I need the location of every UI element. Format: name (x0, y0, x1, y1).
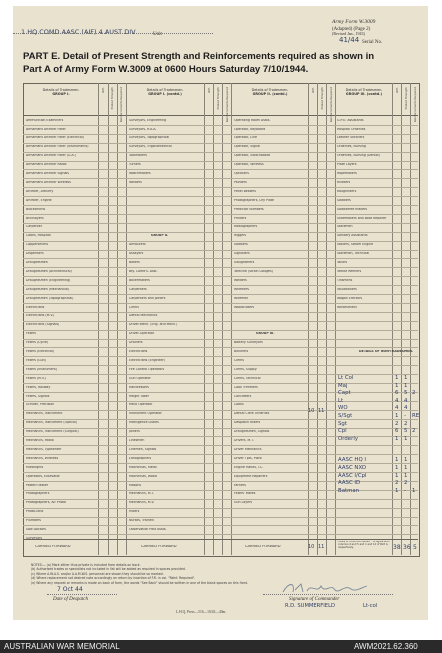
trade-label: Armament Artificer Fitter (Electrical) (26, 136, 84, 140)
trade-label: Tinsmiths (337, 278, 353, 282)
trade-label: Dental Mechanics (129, 314, 158, 318)
trade-label: Gun Operator (129, 376, 151, 380)
row-rule (23, 365, 418, 366)
non-trade-rank-label: AASC I/Cpl (338, 472, 367, 479)
trade-label: Surveyors, Topographical (129, 136, 170, 140)
unit-name: 1 HQ COMD AASC (AIF) 4 AUST DIV (21, 28, 136, 36)
non-trade-posted-value: 5 (404, 390, 408, 397)
row-rule (23, 525, 418, 526)
trade-label: Nurses, Trained (129, 519, 154, 523)
row-rule (23, 508, 418, 509)
trade-label: Operator, Wireless (234, 163, 264, 167)
trade-label: Riggers (234, 234, 247, 238)
subhead-reinf: Reinforcements Required (119, 87, 123, 123)
note-line: (b) Authorised trades or specialists not included in list will be added as required in spaces provided. (31, 567, 186, 572)
trade-label: Leather Stitchers (337, 136, 365, 140)
trade-label: Artificer, Engine (26, 198, 52, 202)
trade-label: Storemen, Technical (337, 252, 370, 256)
trade-label: Assayers (129, 252, 144, 256)
trade-label: Butchers (234, 350, 249, 353)
row-rule (23, 250, 418, 251)
row-rule (23, 258, 418, 259)
trade-label: Engine Hands, I.C. (234, 465, 264, 469)
row-rule (23, 152, 418, 153)
non-trade-reinf-value: 1 (412, 487, 416, 494)
trade-label: Photographers, Air Photo (26, 501, 66, 505)
non-trade-we-value: 2 (395, 480, 399, 487)
trade-label: Instrument Operator (129, 412, 162, 416)
trade-label: Mechanics, M.T. (129, 492, 155, 496)
trade-label: Millers (129, 510, 140, 514)
unit-underline (13, 33, 213, 34)
non-trade-we-value: 4 (395, 405, 399, 412)
trade-label: Sanitary Assistants (337, 234, 368, 238)
subhead-reinf: Reinforcements Required (225, 87, 229, 123)
trade-label: Helio Operator (129, 403, 153, 407)
row-rule (23, 410, 418, 411)
trade-label: Ammunition Examiners (26, 118, 64, 122)
non-trade-posted-value: 2 (404, 420, 408, 427)
trade-label: Drivers, M.T. (234, 439, 254, 442)
trade-label: Operators, Excavator (26, 474, 60, 478)
trade-label: Tailors (337, 261, 348, 264)
non-trade-posted-value: 5 (404, 428, 408, 435)
row-rule (23, 267, 418, 268)
trade-label: Observation Post Assts. (129, 528, 167, 531)
print-info: L.H.Q. Press—516—10/43—40m. (176, 610, 227, 614)
total-reinf-value: 5 (413, 544, 417, 551)
non-trade-we-value: 1 (395, 435, 399, 442)
non-trade-we-value: 1 (395, 457, 399, 464)
non-trade-rank-label: Orderly (338, 435, 359, 442)
unit-label: Unit (153, 32, 162, 37)
non-trade-we-value: 1 (395, 487, 399, 494)
non-trade-rank-label: Batman (338, 487, 360, 494)
trade-label: Fitters (Gun) (26, 358, 46, 362)
trade-label: Dispensers (26, 252, 44, 256)
archive-footer-bar (0, 640, 442, 653)
col3-header: Details of Tradesmen. GROUP II. (contd.) (251, 88, 289, 96)
non-trade-rank-label: AASC ID (338, 480, 361, 487)
row-rule (23, 445, 418, 446)
non-trade-we-value: 6 (395, 390, 399, 397)
row-rule (23, 392, 418, 393)
trade-label: Saddletree makers (337, 207, 368, 211)
trade-label: Valuationers (337, 287, 357, 291)
trade-label: Coppersmiths (26, 243, 49, 247)
non-trade-posted-value: - (404, 487, 406, 494)
trade-label: Machinists, Metal (129, 465, 157, 469)
non-trade-rank-label: AASC HQ I (338, 457, 367, 464)
subhead-we: W.E. (207, 87, 211, 93)
trade-label: Armament Artificer Signals (26, 172, 69, 175)
trade-label: Draughtsmen (Architectural) (26, 269, 72, 273)
trade-label: Bty. Comd's. Asst. (129, 269, 158, 273)
clerks-posted-value: 11 (318, 408, 325, 414)
trade-label: Intelligence Duties (129, 421, 159, 425)
non-trade-reinf-value: 2 (412, 428, 416, 435)
row-rule (23, 214, 418, 215)
non-trade-rank-label: AASC NXO (338, 465, 367, 471)
row-rule (23, 241, 418, 242)
group-heading: GROUP II. (151, 234, 169, 238)
trade-label: Fitters, Railway (26, 385, 51, 389)
row-rule (23, 534, 418, 535)
serial-number: 41/44 (339, 36, 360, 44)
trade-label: Electricians (26, 305, 45, 309)
trade-label: G.P.O. Assistants (337, 118, 364, 122)
trade-label: Cooks (234, 403, 244, 407)
carried-forward-label: CARRIED FORWARD (245, 545, 281, 548)
col1-header: Details of Tradesmen. GROUP I. (42, 88, 80, 96)
trade-label: Armament Artificer Fitter (Instruments) (26, 145, 89, 149)
row-rule (23, 339, 418, 340)
note-line: (c) Where A.W.A.S. and/or A.A.M.W.S. personnel are shown they should be so marked. (31, 571, 164, 576)
trade-label: Wagon Erectors (337, 296, 363, 300)
trade-label: Mechanics, Wireless (26, 456, 59, 460)
non-trade-posted-value: 1 (404, 465, 408, 471)
trade-label: Millwrights (26, 465, 44, 469)
trade-label: Fitters (Electrical) (26, 350, 55, 353)
non-trade-we-value: 6 (395, 428, 399, 435)
trade-label: Clerks, Supply (234, 367, 257, 371)
form-title-line1: PART E. Detail of Present Strength and Reinforcements required as shown in (23, 51, 375, 62)
subhead-reinf: Reinforcements Required (413, 87, 417, 123)
trade-label: Mechanics, Instrument (Optical) (26, 421, 78, 425)
subhead-posted: Posted Strength (110, 87, 114, 110)
non-trade-rank-label: Lt (338, 397, 344, 404)
non-trade-we-value: 4 (395, 397, 399, 404)
trade-label: Clerks (234, 358, 244, 362)
trade-label: Plate Layers (337, 163, 357, 167)
trade-label: Cooks, Hospital (26, 234, 51, 238)
form-adapted: (Adapted) (Page 2) (332, 27, 371, 32)
note-line: (e) Where any request or remarks is made on back of form, the words "See Back" should be written in one of the blank spaces on this front. (31, 580, 248, 585)
trade-label: Toolmakers (129, 154, 147, 158)
subhead-reinf: Reinforcements Required (329, 87, 333, 123)
trade-label: Carpenters (129, 287, 147, 291)
trade-label: Stokers, Steam Engine (337, 243, 374, 247)
archive-credit: AUSTRALIAN WAR MEMORIAL (4, 642, 120, 651)
form-id: Army Form W.3009 (332, 19, 376, 25)
signature-name: R.D. SUMMERFIELD (285, 603, 335, 609)
despatch-date: 7 Oct 44 (57, 586, 83, 593)
trade-label: Textile Refiners (337, 269, 362, 273)
trade-label: Concreters (234, 394, 252, 398)
trade-label: Mechanics, Instrument (Surgical) (26, 430, 79, 434)
trade-label: Mechanics, Instrument (26, 412, 63, 416)
row-rule (23, 276, 418, 277)
row-rule (23, 347, 418, 348)
non-trade-reinf-value: 2 (412, 390, 416, 397)
row-rule (23, 499, 418, 500)
trade-label: Orderlies, Nursing (Dental) (337, 154, 380, 158)
trade-label: Operating Room Assts. (234, 118, 271, 122)
subhead-posted: Posted Strength (216, 87, 220, 110)
trade-label: Opticians (234, 172, 249, 175)
trade-label: Height Taker (129, 394, 149, 398)
trade-label: Hairdressers (129, 385, 149, 389)
trade-label: Whitesmiths (337, 305, 357, 309)
trade-label: Surveyors (26, 536, 43, 540)
trade-label: Electricians (M.V.) (26, 314, 55, 318)
trade-label: Mechanics, Radio (26, 439, 54, 442)
note-line: (d) Where replacement not desired note accordingly on return by insertion of F.R. in col. "Reinf. Required". (31, 576, 196, 581)
trade-label: Carpenter (26, 225, 43, 229)
trade-label: Woodcutters (234, 305, 255, 309)
trade-label: Predictor Numbers (234, 207, 264, 211)
row-rule (23, 223, 418, 224)
trade-label: Watchmakers (129, 172, 151, 175)
non-trade-we-value: 1 (395, 413, 399, 419)
row-rule (23, 312, 418, 313)
trade-label: Gun Layers (234, 501, 253, 505)
col4-header: Details of Tradesmen. GROUP III. (contd.) (345, 88, 383, 96)
form-revised: (Revised Jan., 1943) (332, 31, 365, 36)
trade-label: Operator, Line (234, 136, 257, 140)
trade-label: Saddlers (337, 198, 351, 202)
non-trade-posted-value: 1 (404, 382, 408, 389)
trade-label: Driver Tpts, Plant (234, 456, 262, 460)
trade-label: Printers (234, 216, 247, 220)
trade-label: Artificer, Artillery (26, 189, 54, 193)
non-trade-we-value: 1 (395, 465, 399, 471)
trade-label: Armament Artificer Radio (26, 163, 67, 167)
trade-label: Riveters (337, 180, 351, 184)
trade-label: Operator, Keyboard (234, 127, 266, 131)
non-trade-posted-value: 1 (404, 457, 408, 464)
totals-note: Totals of columns marked * to agree with columns 4 and 5 and 1 and 12 of Part A. respectively. (338, 541, 390, 549)
non-trade-we-value: 2 (395, 420, 399, 427)
subhead-we: W.E. (395, 87, 399, 93)
row-rule (23, 161, 418, 162)
trade-label: Draughtsmen (Topographical) (26, 296, 74, 300)
row-rule (23, 285, 418, 286)
subhead-we: W.E. (311, 87, 315, 93)
serial-label: Serial No. (362, 40, 383, 45)
non-trade-rank-label: S/Sgt (338, 413, 353, 419)
trade-label: Mechanics, M.V. (129, 501, 155, 505)
trade-label: Bricklayers (26, 216, 44, 220)
trade-label: Photo-litho (26, 510, 44, 514)
trade-label: Surveyors, R.A.A. (129, 127, 157, 131)
trade-label: Turners (129, 163, 141, 167)
form-page (13, 6, 428, 620)
trade-label: Armament Artificer Wireless (26, 180, 71, 184)
total-we-value: 38 (393, 544, 401, 551)
trade-label: Fitters' Mates (234, 492, 256, 496)
trade-label: Electricians (Signals) (26, 323, 60, 327)
row-rule (23, 178, 418, 179)
row-rule (23, 143, 418, 144)
row-rule (23, 517, 418, 518)
trade-label: Despatch Riders (234, 421, 261, 425)
trade-label: Photographers (26, 492, 50, 496)
row-rule (23, 169, 418, 170)
trade-label: Armament Artificer Fitter (G.A.) (26, 154, 76, 158)
trade-label: Saw Doctors (26, 528, 46, 531)
trade-label: Painters (234, 180, 247, 184)
trade-label: Ropemakers (337, 172, 357, 175)
row-rule (23, 303, 418, 304)
trade-label: Clerks, Technical (234, 376, 261, 380)
non-trade-posted-value: 4 (404, 405, 408, 412)
table-header-rule (23, 115, 418, 116)
trade-label: Fitters (Instrument) (26, 367, 57, 371)
trade-label: Fitters (26, 332, 36, 336)
trade-label: Operator, Signal (234, 145, 261, 149)
carried-we-value: 10 (308, 544, 315, 550)
trade-label: Bakers (129, 261, 140, 264)
trade-label: Hospital Orderlies (337, 127, 366, 131)
row-rule (23, 205, 418, 206)
trade-label: Storemen (337, 225, 353, 229)
trade-label: Saddlers (234, 243, 248, 247)
total-posted-value: 36 (403, 544, 411, 551)
non-trade-posted-value: 2 (404, 480, 408, 487)
trade-label: Draughtsmen (Engineering) (26, 278, 71, 282)
non-trade-rank-label: Cpl (338, 428, 347, 435)
trade-label: Shoemakers and Boot Repairer (337, 216, 387, 220)
row-rule (23, 294, 418, 295)
trade-label: Blacksmiths (26, 207, 46, 211)
trade-label: Draughtsmen (Mechanical) (26, 287, 70, 291)
trade-label: Fire Control Operators (129, 367, 165, 371)
col2-header: Details of Tradesmen. GROUP I. (contd.) (146, 88, 184, 96)
trade-label: Grinder, Precision (26, 403, 55, 407)
trade-label: Masons (129, 483, 141, 487)
trade-label: Orderlies, Nursing (337, 145, 366, 149)
trade-label: Dental Clerk Orderlies (234, 412, 270, 416)
trade-label: Driver Mechanics (234, 447, 262, 451)
trade-label: Slaughterers (234, 261, 255, 264)
trade-label: Pattern Maker (26, 483, 49, 487)
trade-label: Electricians (129, 350, 148, 353)
trade-label: Wheelers (234, 287, 249, 291)
trade-label: Driver-Operator (129, 332, 155, 336)
group-heading: DETAILS OF NON-TRADESMEN. (359, 350, 413, 353)
non-trade-posted-value: 1 (404, 472, 408, 479)
non-trade-rank-label: WO (338, 405, 348, 412)
trade-label: Roughriders (337, 189, 357, 193)
clerks-we-value: 10 (308, 408, 315, 414)
non-trade-posted-value: 1 (404, 375, 408, 381)
signature-rank: Lt-col (363, 603, 378, 609)
subhead-posted: Posted Strength (320, 87, 324, 110)
trade-label: Cook Trimmers (234, 385, 258, 389)
trade-label: Linesmen (129, 439, 145, 442)
trade-label: Draughtsmen (26, 261, 48, 264)
trade-label: Machinists, Wood (129, 474, 157, 478)
row-rule (23, 330, 418, 331)
subhead-posted: Posted Strength (404, 87, 408, 110)
row-rule (23, 125, 418, 126)
trade-label: Surveyors, Engineering (129, 118, 167, 122)
trade-label: Equipment Repairers (234, 474, 268, 478)
row-rule (23, 454, 418, 455)
row-rule (23, 232, 418, 233)
trade-label: Fitters, Signals (26, 394, 50, 398)
trade-label: Wiremen (234, 296, 249, 300)
trade-label: Radiographers (234, 225, 258, 229)
trade-label: Panel Beaters (234, 189, 256, 193)
row-rule (23, 383, 418, 384)
row-rule (23, 196, 418, 197)
row-rule (23, 374, 418, 375)
group-heading: GROUP III. (256, 332, 275, 336)
row-rule (23, 428, 418, 429)
trade-label: Boilermakers (129, 278, 150, 282)
carried-forward-label: CARRIED FORWARD (35, 545, 71, 548)
row-rule (23, 321, 418, 322)
trade-label: Draughtsmen, Signals (234, 430, 270, 434)
trade-label: Plumbers (26, 519, 41, 523)
row-rule (23, 187, 418, 188)
non-trade-we-value: 1 (395, 375, 399, 381)
row-rule (23, 436, 418, 437)
non-trade-we-value: 1 (395, 382, 399, 389)
row-rule (23, 134, 418, 135)
row-rule (23, 356, 418, 357)
trade-label: Linemen, Signals (129, 447, 157, 451)
trade-label: Battery Surveyors (234, 341, 263, 345)
non-trade-posted-value: 1 (404, 435, 408, 442)
carried-posted-value: 11 (318, 544, 325, 550)
trade-label: Electricians (Engineer) (129, 358, 166, 362)
signature-label: Signature of Commander (289, 597, 340, 602)
non-trade-posted-value: 4 (404, 397, 408, 404)
trade-label: Signallers (234, 252, 250, 256)
trade-label: Driver-Mech. (Eng. and Mech.) (129, 323, 178, 327)
non-trade-we-value: 1 (395, 472, 399, 479)
trade-label: Surveyors, Trigonometrical (129, 145, 172, 149)
trade-label: Fitters (Cycle) (26, 341, 49, 345)
trade-label: Telecine (Strain Gauges) (234, 269, 273, 273)
trade-label: Joiners (129, 430, 140, 434)
non-trade-rank-label: Lt Col (338, 375, 354, 381)
note-line: NOTES:— (a) Mark either thus private is included from details on back. (31, 563, 141, 567)
trade-label: Photographers, Dry Plate (234, 198, 275, 202)
trade-label: Carpenters and Joiners (129, 296, 166, 300)
trade-label: Clerks (129, 305, 139, 309)
trade-label: Drainers (129, 341, 143, 345)
trade-label: Farriers (234, 483, 246, 487)
row-rule (23, 419, 418, 420)
despatch-label: Date of Despatch (53, 597, 88, 602)
subhead-we: W.E. (101, 87, 105, 93)
archive-accession: AWM2021.62.360 (354, 642, 418, 651)
trade-label: Mechanics, Typewriter (26, 447, 62, 451)
form-title-line2: Part A of Army Form W.3009 at 0600 Hours Saturday 7/10/1944. (23, 64, 309, 75)
non-trade-reinf-value: RE (412, 413, 420, 419)
non-trade-posted-value: - (404, 413, 406, 419)
trade-label: Operator, Switchboard (234, 154, 271, 158)
carried-forward-label: CARRIED FORWARD (141, 545, 177, 548)
non-trade-rank-label: Sgt (338, 420, 347, 427)
non-trade-rank-label: Maj (338, 382, 348, 389)
trade-label: Armourers (129, 243, 146, 247)
trade-label: Lithographers (129, 456, 152, 460)
non-trade-rank-label: Capt (338, 390, 351, 397)
trade-label: Armament Artificer Fitter (26, 127, 66, 131)
trade-label: Welders (129, 180, 142, 184)
trade-label: Fitters (M.V.) (26, 376, 46, 380)
trade-label: Welders (234, 278, 247, 282)
